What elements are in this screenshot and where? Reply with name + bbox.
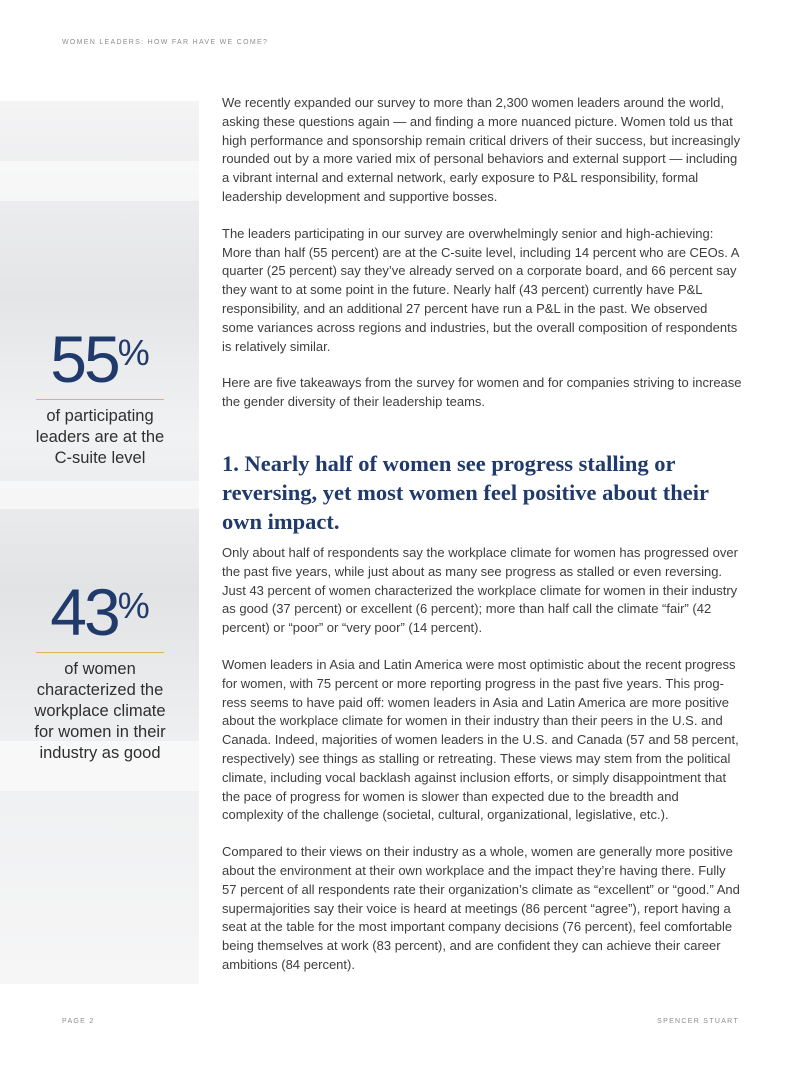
body-paragraph: Women leaders in Asia and Latin America were most optimistic about the recent progress for women, with 75 percent or more reporting progress in the past five years. This progress seems to have paid off: women leaders in Asia and Latin America are more positive about the workplace climate for women in their industry than their peers in the U.S. and Canada. Indeed, majorities of women leaders in the U.S. and Canada (57 and 58 percent, respectively) see things as stalling or retreating. These views may stem from the political climate, including vocal backlash against inclusion efforts, or simply disappointment that the pace of progress for women is slower than expected due to the breadth and complexity of the challenge (societal, cultural, organizational, legislative, etc.). (222, 656, 739, 823)
body-paragraph: We recently expanded our survey to more than 2,300 women leaders around the world, asking these questions again — and finding a more nuanced picture. Women told us that high performance and sponsorship remain critical drivers of their success, but increasingly rounded out by a more varied mix of personal behaviors and external support — including a vibrant internal and external network, early exposure to P&L responsibility, formal leadership development and supportive bosses. (222, 95, 741, 204)
body-paragraph: The leaders participating in our survey are overwhelmingly senior and high-achieving: More than half (55 percent) are at the C-suite level, including 14 percent who are CEOs. A quarter (25 percent) say they’ve already served on a corporate board, and 66 percent say they want to at some point in the future. Nearly half (43 percent) currently have P&L responsibility, and an additional 27 percent have run a P&L in the past. We observed some variances across regions and industries, but the overall composition of respondents is relatively similar. (222, 225, 739, 354)
page-number: PAGE 2 (62, 1018, 95, 1025)
body-paragraph: Compared to their views on their industry as a whole, women are generally more positive about the environment at their own workplace and the impact they’re having there. Fully 57 percent of all respondents rate their organization’s climate as “excellent” or “good.” And supermajorities say their voice is heard at meetings (86 percent “agree”), report having a seat at the table for the most important company decisions (76 percent), feel comfortable being themselves at work (83 percent), and are confident they can achieve their career ambitions (84 percent). (222, 844, 740, 972)
stat-number: 55% (50, 322, 150, 396)
stat-callout-csuite (30, 322, 170, 469)
stat-divider (36, 652, 164, 653)
stat-callout-climate-good (30, 575, 170, 764)
stat-caption: of participating leaders are at the C-suite level (35, 407, 165, 467)
sidebar-panel (0, 101, 199, 984)
running-header: WOMEN LEADERS: HOW FAR HAVE WE COME? (62, 39, 269, 46)
brand-footer: SPENCER STUART (657, 1018, 739, 1025)
stat-divider (36, 399, 164, 400)
body-paragraph: Here are five takeaways from the survey for women and for companies striving to increase the gender diversity of their leadership teams. (222, 375, 742, 410)
body-paragraph: Only about half of respondents say the workplace climate for women has progressed over the past five years, while just about as many see progress as stalled or even reversing. Just 43 percent of women characterized the workplace climate for women in their industry as good (37 percent) or excellent (6 percent); more than half call the climate “fair” (42 percent) or “poor” or “very poor” (14 percent). (222, 544, 738, 636)
section-heading: 1. Nearly half of women see progress stalling or reversing, yet most women feel positive about their own impact. (222, 450, 709, 534)
main-article (222, 94, 742, 993)
sidebar-background-streak (0, 481, 199, 509)
stat-caption: of women characterized the workplace climate for women in their industry as good (34, 660, 166, 762)
stat-number: 43% (50, 575, 150, 649)
sidebar-background-streak (0, 161, 199, 201)
